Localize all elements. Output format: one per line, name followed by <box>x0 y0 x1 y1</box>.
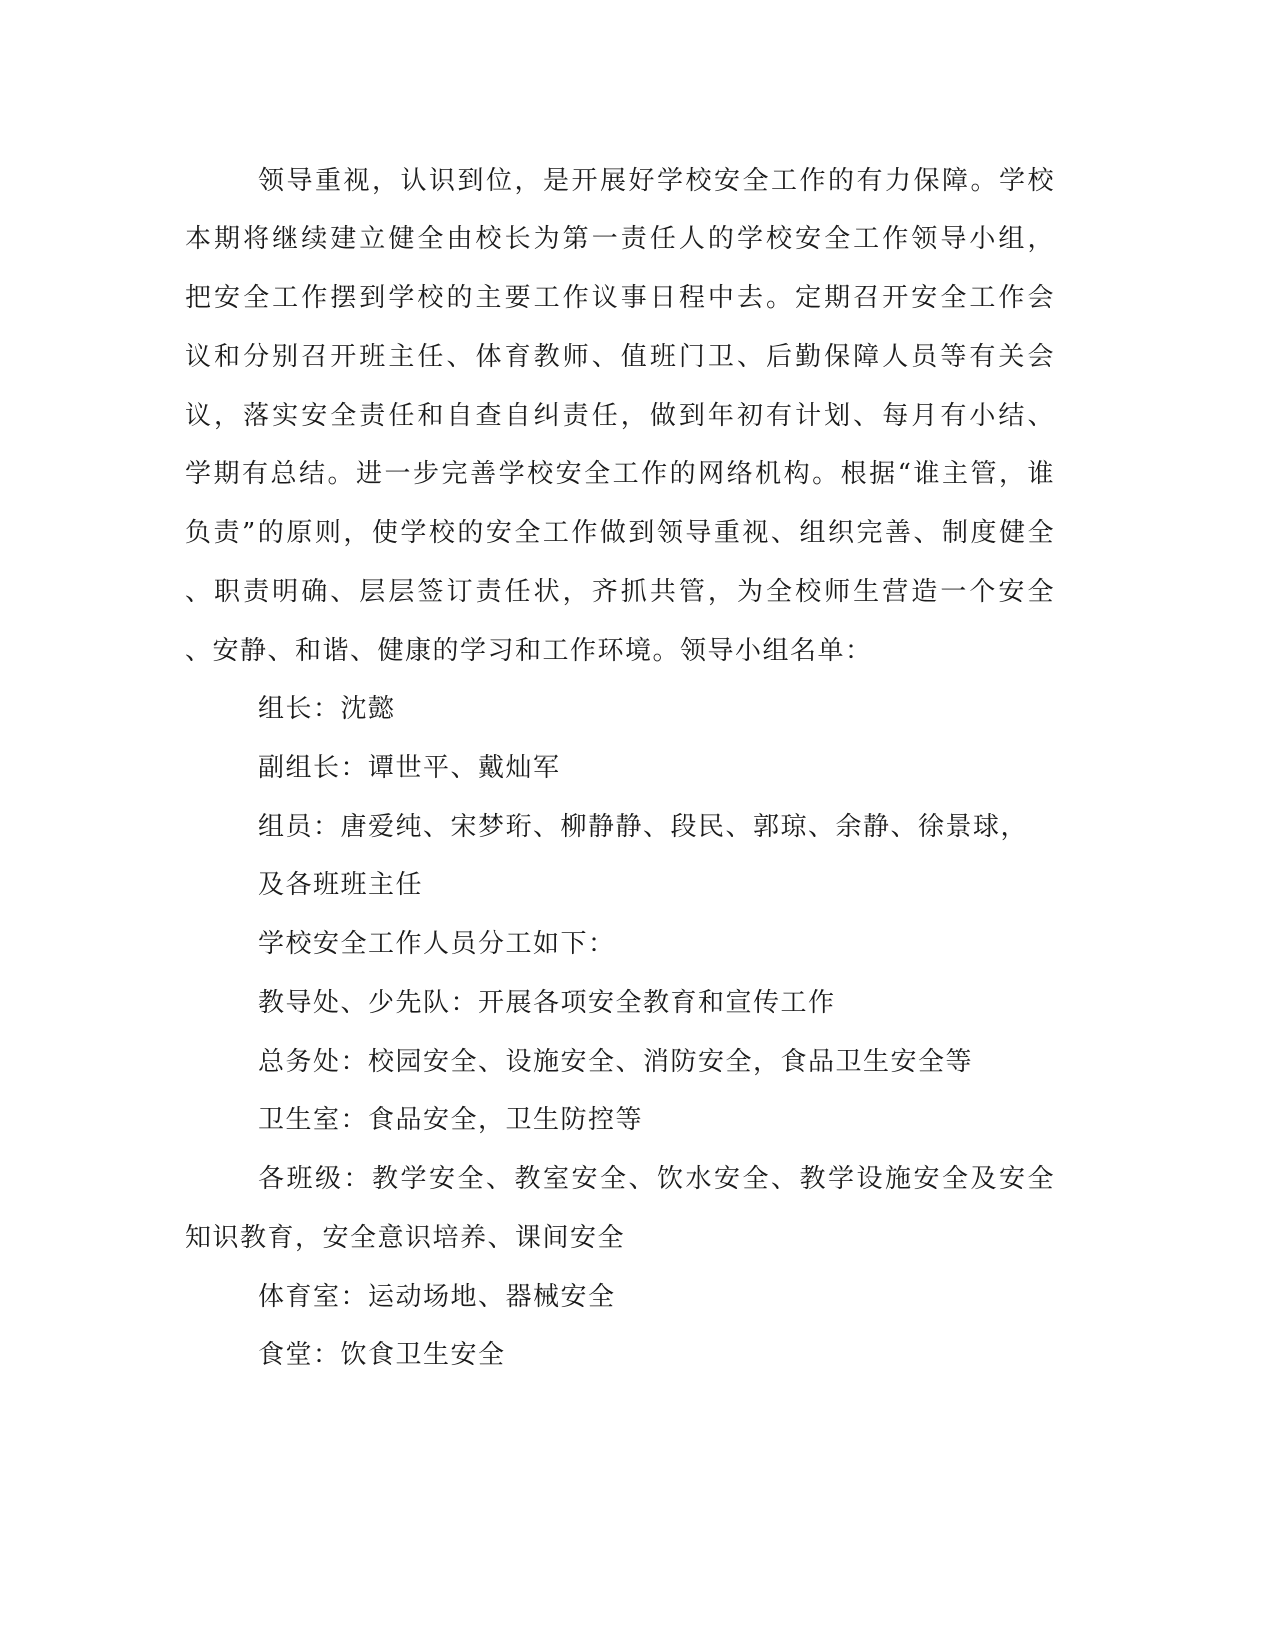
members-line-continued: 及各班班主任 <box>258 870 424 900</box>
paragraph-line: 把安全工作摆到学校的主要工作议事日程中去。定期召开安全工作会 <box>185 283 1055 313</box>
paragraph-line: 、职责明确、层层签订责任状，齐抓共管，为全校师生营造一个安全 <box>185 577 1055 607</box>
duty-item: 卫生室：食品安全，卫生防控等 <box>258 1105 644 1135</box>
division-heading: 学校安全工作人员分工如下： <box>258 929 616 959</box>
duty-item: 体育室：运动场地、器械安全 <box>258 1282 616 1312</box>
leader-line: 组长：沈懿 <box>258 694 396 724</box>
duty-item-continued: 知识教育，安全意识培养、课间安全 <box>185 1223 626 1253</box>
duty-item: 食堂：饮食卫生安全 <box>258 1340 506 1370</box>
duty-item: 教导处、少先队：开展各项安全教育和宣传工作 <box>258 988 836 1018</box>
duty-item: 总务处：校园安全、设施安全、消防安全，食品卫生安全等 <box>258 1047 974 1077</box>
members-line: 组员：唐爱纯、宋梦珩、柳静静、段民、郭琼、余静、徐景球， <box>258 812 1029 842</box>
paragraph-line: 议和分别召开班主任、体育教师、值班门卫、后勤保障人员等有关会 <box>185 342 1055 372</box>
paragraph-line: 领导重视，认识到位，是开展好学校安全工作的有力保障。学校 <box>258 166 1055 196</box>
deputy-leaders-line: 副组长：谭世平、戴灿军 <box>258 753 561 783</box>
paragraph-line: 议，落实安全责任和自查自纠责任，做到年初有计划、每月有小结、 <box>185 401 1055 431</box>
paragraph-line: 、安静、和谐、健康的学习和工作环境。领导小组名单： <box>185 636 873 666</box>
paragraph-line: 学期有总结。进一步完善学校安全工作的网络机构。根据“谁主管，谁 <box>185 459 1055 489</box>
duty-item: 各班级：教学安全、教室安全、饮水安全、教学设施安全及安全 <box>258 1164 1055 1194</box>
paragraph-line: 本期将继续建立健全由校长为第一责任人的学校安全工作领导小组， <box>185 224 1055 254</box>
paragraph-line: 负责”的原则，使学校的安全工作做到领导重视、组织完善、制度健全 <box>185 518 1055 548</box>
